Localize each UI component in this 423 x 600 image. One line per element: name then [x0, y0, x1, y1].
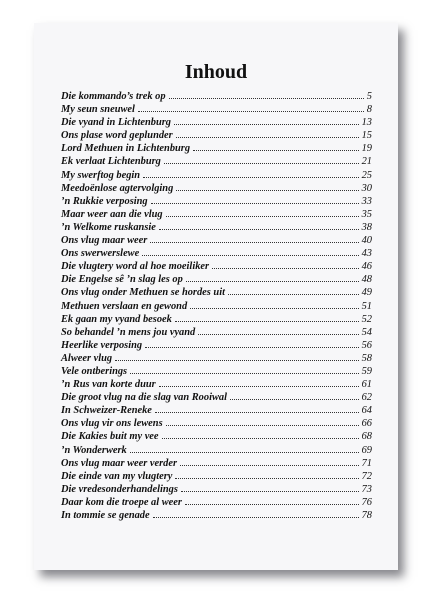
- toc-entry-page-number: 15: [361, 130, 372, 142]
- toc-entry-title: ’n Wonderwerk: [61, 444, 127, 456]
- dot-leader: [185, 504, 359, 505]
- toc-entry: [61, 327, 372, 340]
- toc-entry: [61, 392, 372, 405]
- toc-entry-page-number: 51: [361, 300, 372, 312]
- toc-entry-title: Ons vlug onder Methuen se hordes uit: [61, 287, 225, 299]
- toc-entry-page-number: 54: [361, 326, 372, 338]
- dot-leader: [153, 517, 359, 518]
- dot-leader: [143, 177, 359, 178]
- toc-entry-title: My swerftog begin: [61, 169, 141, 181]
- dot-leader: [175, 478, 358, 479]
- toc-entry-page-number: 21: [361, 156, 372, 168]
- toc-entry: [61, 301, 372, 314]
- dot-leader: [145, 347, 359, 348]
- toc-entry-title: Die vyand in Lichtenburg: [61, 117, 171, 129]
- toc-entry: [61, 431, 372, 444]
- toc-entry-page-number: 46: [361, 261, 372, 273]
- toc-entry-page-number: 30: [361, 182, 372, 194]
- dot-leader: [198, 334, 358, 335]
- toc-entry-page-number: 56: [361, 339, 372, 351]
- dot-leader: [230, 399, 359, 400]
- toc-entry: [61, 235, 372, 248]
- dot-leader: [212, 268, 359, 269]
- dot-leader: [175, 321, 359, 322]
- toc-entry: [61, 458, 372, 471]
- toc-entry: [61, 183, 372, 196]
- dot-leader: [174, 124, 359, 125]
- toc-entry: [61, 379, 372, 392]
- toc-entry: [61, 471, 372, 484]
- toc-entry-title: Die groot vlug na die slag van Rooiwal: [61, 392, 227, 404]
- toc-entry-title: In tommie se genade: [61, 510, 150, 521]
- toc-entry-page-number: 19: [361, 143, 372, 155]
- toc-entry: [61, 418, 372, 431]
- dot-leader: [166, 216, 359, 217]
- dot-leader: [162, 438, 359, 439]
- dot-leader: [130, 452, 359, 453]
- toc-entry-page-number: 40: [361, 235, 372, 247]
- dot-leader: [115, 360, 359, 361]
- dot-leader: [190, 308, 358, 309]
- toc-entry-page-number: 8: [366, 104, 372, 116]
- toc-entry-page-number: 5: [366, 91, 372, 102]
- toc-entry: [61, 156, 372, 169]
- toc-entry-title: Die Kakies buit my vee: [61, 431, 159, 443]
- toc-entry-title: Ek verlaat Lichtenburg: [61, 156, 161, 168]
- toc-entry: [61, 497, 372, 510]
- toc-entry: [61, 130, 372, 143]
- toc-entry-page-number: 76: [361, 496, 372, 508]
- toc-entry: [61, 143, 372, 156]
- toc-entry-title: Ek gaan my vyand besoek: [61, 313, 172, 325]
- toc-entry: [61, 340, 372, 353]
- toc-entry-title: ’n Rus van korte duur: [61, 379, 156, 391]
- toc-entry-title: In Schweizer-Reneke: [61, 405, 152, 417]
- toc-entry-title: Ons vlug maar weer: [61, 235, 148, 247]
- toc-entry-page-number: 69: [361, 444, 372, 456]
- toc-entry: [61, 209, 372, 222]
- toc-entry-title: So behandel ’n mens jou vyand: [61, 326, 196, 338]
- toc-entry-page-number: 73: [361, 483, 372, 495]
- toc-entry: [61, 445, 372, 458]
- toc-entry-page-number: 49: [361, 287, 372, 299]
- toc-entry: [61, 510, 372, 523]
- dot-leader: [155, 412, 359, 413]
- toc-entry-page-number: 35: [361, 208, 372, 220]
- toc-entry-title: Vele ontberings: [61, 365, 128, 377]
- toc-entry-title: Meedoënlose agtervolging: [61, 182, 174, 194]
- toc-entry-title: My seun sneuwel: [61, 104, 135, 116]
- toc-entry: [61, 170, 372, 183]
- dot-leader: [130, 373, 359, 374]
- toc-entry: [61, 91, 372, 104]
- dot-leader: [180, 465, 359, 466]
- toc-entry-page-number: 78: [361, 510, 372, 521]
- toc-entry: [61, 104, 372, 117]
- toc-entry-page-number: 61: [361, 379, 372, 391]
- toc-entry-page-number: 25: [361, 169, 372, 181]
- dot-leader: [164, 163, 359, 164]
- toc-entry-page-number: 58: [361, 352, 372, 364]
- dot-leader: [151, 203, 359, 204]
- toc-entry: [61, 196, 372, 209]
- book-page: [34, 23, 398, 570]
- dot-leader: [142, 255, 358, 256]
- toc-entry: [61, 274, 372, 287]
- toc-entry-title: Ons vlug maar weer verder: [61, 457, 178, 469]
- dot-leader: [186, 281, 359, 282]
- toc-entry: [61, 261, 372, 274]
- dot-leader: [169, 98, 364, 99]
- dot-leader: [176, 190, 358, 191]
- toc-entry-page-number: 59: [361, 365, 372, 377]
- page-title: Inhoud: [184, 61, 248, 83]
- toc-entry-page-number: 48: [361, 274, 372, 286]
- dot-leader: [193, 150, 359, 151]
- dot-leader: [159, 229, 359, 230]
- toc-entry: [61, 366, 372, 379]
- toc-entry-title: Daar kom die troepe al weer: [61, 496, 182, 508]
- toc-entry-title: Die vlugtery word al hoe moeiliker: [61, 261, 210, 273]
- toc-entry-title: ’n Rukkie verposing: [61, 195, 148, 207]
- toc-entry-page-number: 66: [361, 418, 372, 430]
- toc-entry-title: Maar weer aan die vlug: [61, 208, 163, 220]
- toc-entry-page-number: 64: [361, 405, 372, 417]
- dot-leader: [150, 242, 358, 243]
- toc-entry-title: Ons plase word geplunder: [61, 130, 173, 142]
- toc-entry-page-number: 13: [361, 117, 372, 129]
- dot-leader: [181, 491, 359, 492]
- dot-leader: [138, 111, 364, 112]
- toc-entry-title: Methuen verslaan en gewond: [61, 300, 188, 312]
- toc-entry-page-number: 43: [361, 248, 372, 260]
- toc-entry-page-number: 38: [361, 221, 372, 233]
- toc-entry-title: Die kommando’s trek op: [61, 91, 166, 102]
- toc-entry-page-number: 71: [361, 457, 372, 469]
- toc-entry-title: Ons swerwerslewe: [61, 248, 140, 260]
- toc-entry: [61, 314, 372, 327]
- toc-entry-page-number: 33: [361, 195, 372, 207]
- toc-entry: [61, 117, 372, 130]
- toc-entry-page-number: 72: [361, 470, 372, 482]
- toc-entry-page-number: 52: [361, 313, 372, 325]
- toc-entry: [61, 222, 372, 235]
- toc-entry-page-number: 62: [361, 392, 372, 404]
- toc-entry-title: Alweer vlug: [61, 352, 113, 364]
- toc-entry: [61, 484, 372, 497]
- dot-leader: [166, 425, 359, 426]
- toc-entry-title: Die vredesonderhandelings: [61, 483, 178, 495]
- toc-entry: [61, 287, 372, 300]
- toc-entry-title: ’n Welkome ruskansie: [61, 221, 156, 233]
- table-of-contents: [61, 91, 372, 523]
- toc-entry-page-number: 68: [361, 431, 372, 443]
- dot-leader: [228, 294, 359, 295]
- toc-entry: [61, 248, 372, 261]
- dot-leader: [159, 386, 359, 387]
- toc-entry-title: Ons vlug vir ons lewens: [61, 418, 163, 430]
- toc-entry-title: Die Engelse sê ’n slag les op: [61, 274, 183, 286]
- dot-leader: [176, 137, 359, 138]
- toc-entry-title: Heerlike verposing: [61, 339, 143, 351]
- toc-entry: [61, 353, 372, 366]
- toc-entry-title: Lord Methuen in Lichtenburg: [61, 143, 191, 155]
- toc-entry: [61, 405, 372, 418]
- toc-entry-title: Die einde van my vlugtery: [61, 470, 173, 482]
